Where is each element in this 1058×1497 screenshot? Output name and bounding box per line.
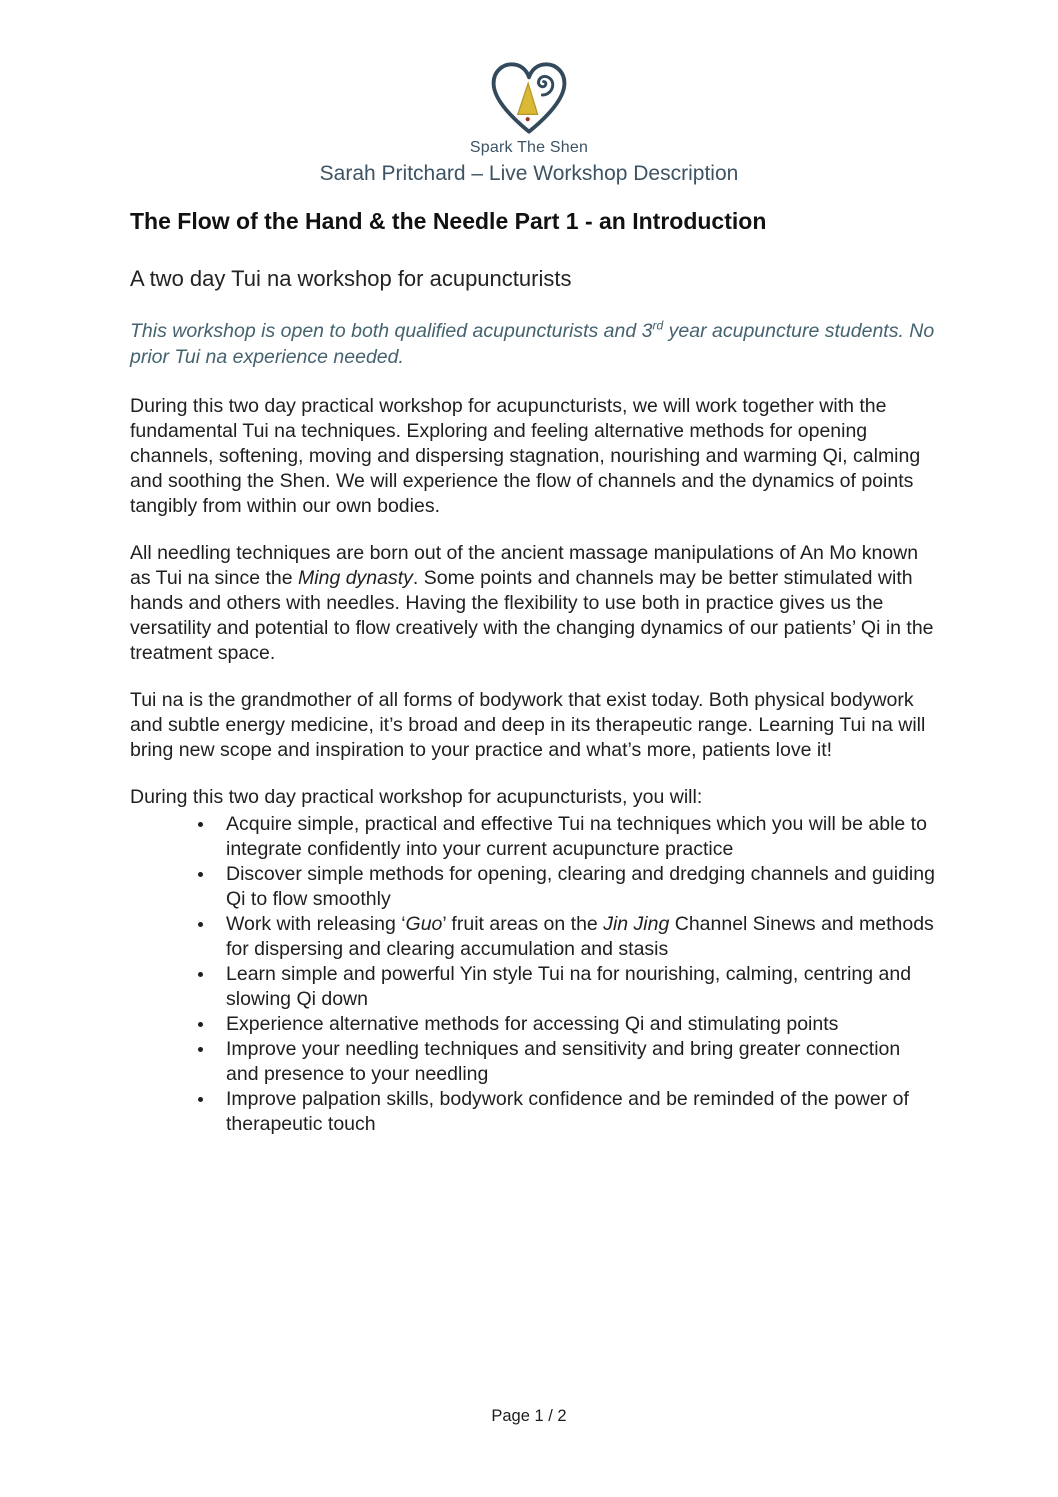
bullet-list-intro: During this two day practical workshop for acupuncturists, you will: — [130, 786, 703, 808]
bullet-item: Experience alternative methods for accessing Qi and stimulating points — [196, 1012, 936, 1037]
document-header-subtitle: Sarah Pritchard – Live Workshop Description — [319, 162, 739, 185]
page-number: Page 1 / 2 — [491, 1407, 567, 1425]
bullet-item: Work with releasing ‘Guo’ fruit areas on the Jin Jing Channel Sinews and methods for dispersing and clearing accumulation and stasis — [196, 912, 936, 962]
moxa-cone-icon — [518, 83, 538, 114]
bullet-item: Learn simple and powerful Yin style Tui na for nourishing, calming, centring and slowing Qi down — [196, 962, 936, 1012]
page-title: The Flow of the Hand & the Needle Part 1 - an Introduction — [130, 208, 767, 234]
workshop-subtitle: A two day Tui na workshop for acupuncturists — [130, 266, 572, 291]
eligibility-note: This workshop is open to both qualified acupuncturists and 3rd year acupuncture students. No prior Tui na experience needed. — [130, 318, 935, 368]
heart-spiral-moxa-cone-logo-icon — [485, 60, 573, 136]
workshop-bullet-list — [130, 812, 936, 1137]
bullet-item: Improve palpation skills, bodywork confidence and be reminded of the power of therapeutic touch — [196, 1087, 936, 1137]
spark-dot-icon — [526, 117, 530, 121]
bullet-item: Acquire simple, practical and effective Tui na techniques which you will be able to integrate confidently into your current acupuncture practice — [196, 812, 936, 862]
logo-wrap — [0, 60, 1058, 136]
document-header — [0, 60, 1058, 187]
paragraph-history: All needling techniques are born out of the ancient massage manipulations of An Mo known as Tui na since the Ming dynasty. Some points and channels may be better stimulated with hands and others with needles. Having the flexibility to use both in practice gives us the versatility and potential to flow creatively with the changing dynamics of our patients’ Qi in the treatment space. — [130, 542, 934, 664]
bullet-item: Improve your needling techniques and sensitivity and bring greater connection and presence to your needling — [196, 1037, 936, 1087]
paragraph-benefits: Tui na is the grandmother of all forms of bodywork that exist today. Both physical bodywork and subtle energy medicine, it’s broad and deep in its therapeutic range. Learning Tui na will bring new scope and inspiration to your practice and what’s more, patients love it! — [130, 689, 926, 761]
bullet-item: Discover simple methods for opening, clearing and dredging channels and guiding Qi to flow smoothly — [196, 862, 936, 912]
spiral-icon — [539, 76, 553, 95]
paragraph-overview: During this two day practical workshop for acupuncturists, we will work together with the fundamental Tui na techniques. Exploring and feeling alternative methods for opening channels, softening, moving and dispersing stagnation, nourishing and warming Qi, calming and soothing the Shen. We will experience the flow of channels and the dynamics of points tangibly from within our own bodies. — [130, 395, 921, 517]
document-body — [130, 206, 936, 1137]
brand-name: Spark The Shen — [469, 139, 589, 156]
